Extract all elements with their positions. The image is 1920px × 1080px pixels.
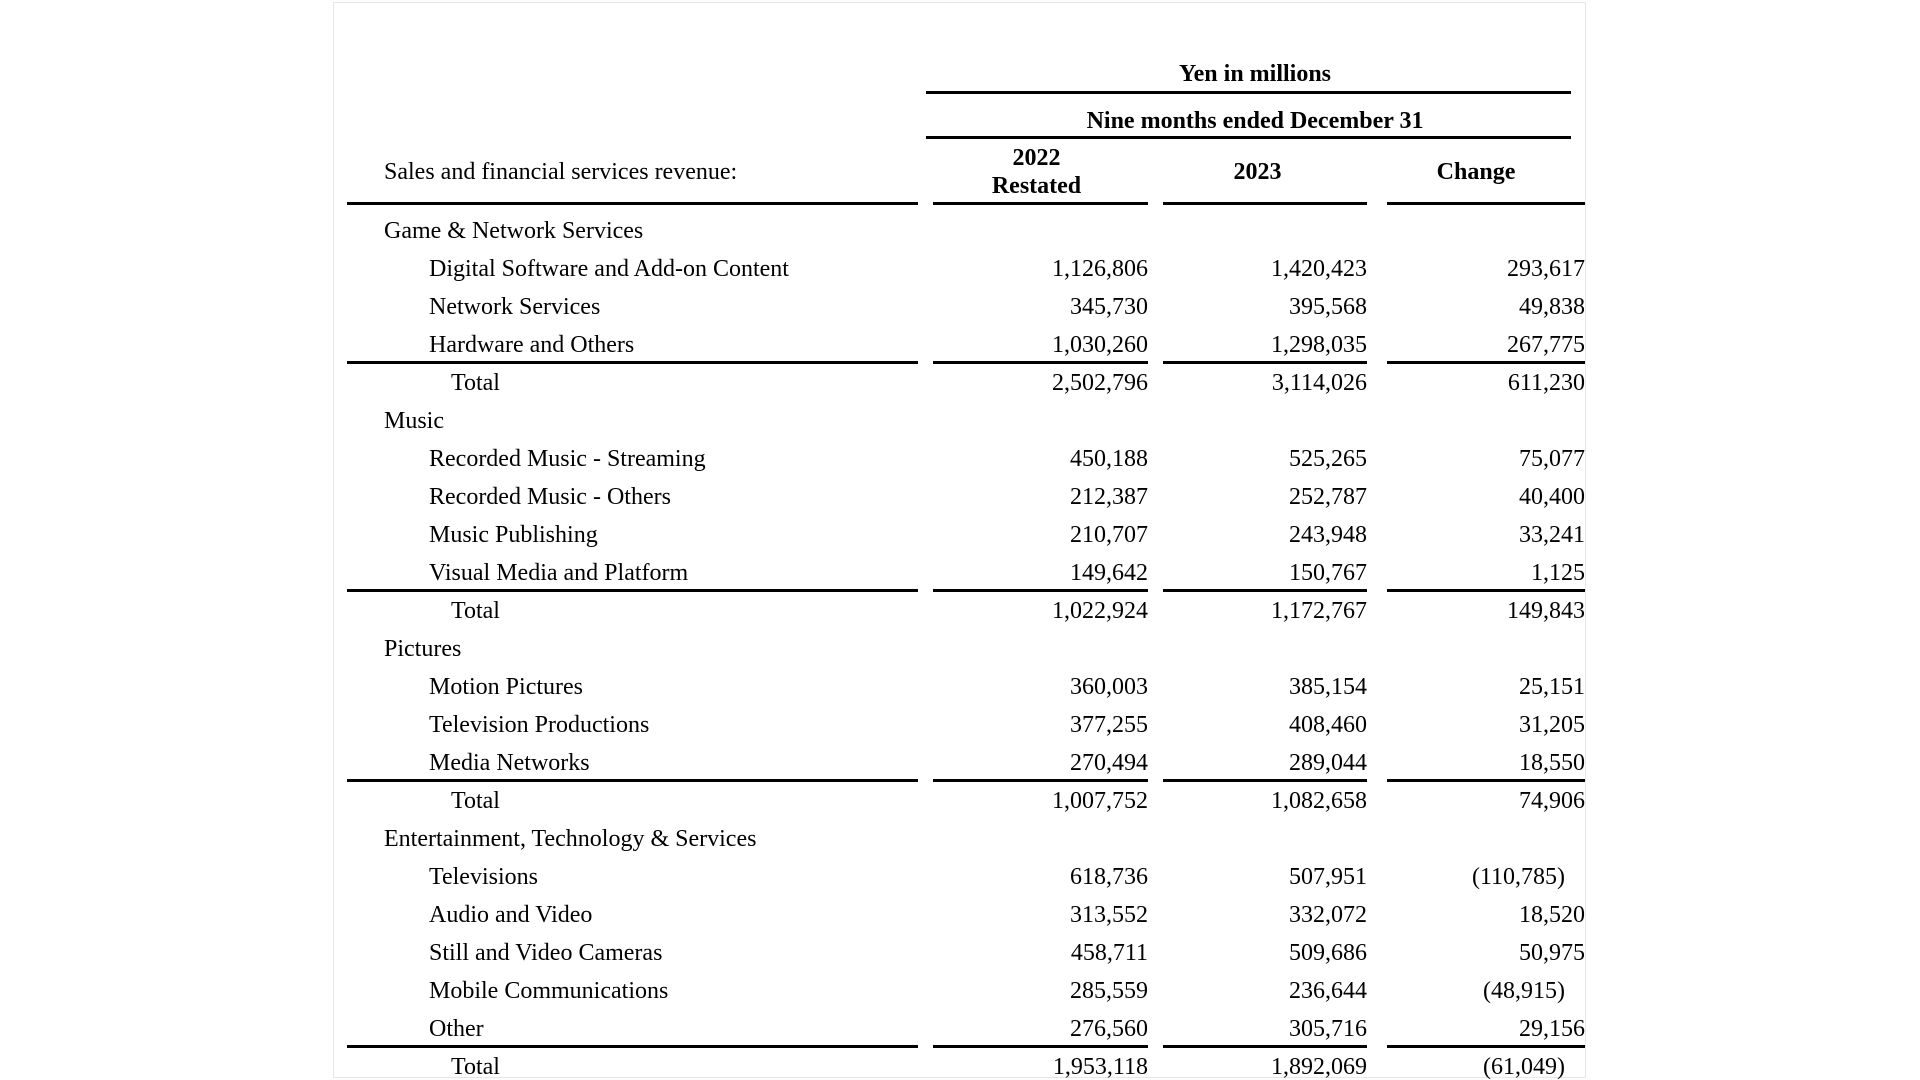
value-change: 149,843 <box>1507 597 1586 624</box>
spacer-row <box>334 205 1585 212</box>
value-2022: 360,003 <box>1070 673 1148 700</box>
header-spacer-cell <box>334 3 925 94</box>
value-2022: 450,188 <box>1070 445 1148 472</box>
unit-header-cell <box>925 3 1585 94</box>
table-row <box>334 858 1585 896</box>
value-2023: 243,948 <box>1289 521 1367 548</box>
column-header-2022-restated <box>925 139 1148 205</box>
table-row <box>334 440 1585 478</box>
value-2023: 408,460 <box>1289 711 1367 738</box>
table-row <box>334 288 1585 326</box>
table-row-total <box>334 364 1585 402</box>
value-2023: 236,644 <box>1289 977 1367 1004</box>
revenue-table <box>334 3 1585 1080</box>
row-label <box>334 1010 925 1048</box>
value-change: 1,125 <box>1367 554 1585 592</box>
table-row <box>334 554 1585 592</box>
value-2023: 509,686 <box>1289 939 1367 966</box>
row-label <box>334 288 925 326</box>
column-header-2023-text: 2023 <box>1233 158 1282 185</box>
value-change: 18,550 <box>1367 744 1585 782</box>
value-2023: 1,082,658 <box>1271 787 1367 814</box>
table-row-section <box>334 402 1585 440</box>
value-change: 74,906 <box>1519 787 1586 814</box>
value-2022: 2,502,796 <box>1052 369 1148 396</box>
column-header-2023 <box>1148 139 1367 205</box>
row-label-text: Mobile Communications <box>429 977 669 1004</box>
row-label-text: Visual Media and Platform <box>429 559 689 586</box>
row-label-text: Audio and Video <box>429 901 593 928</box>
period-header-cell <box>925 94 1585 139</box>
value-2022: 313,552 <box>1070 901 1148 928</box>
value-2023 <box>1148 820 1367 858</box>
row-label-text: Hardware and Others <box>429 331 635 358</box>
value-change: 49,838 <box>1519 293 1586 320</box>
value-2022: 1,126,806 <box>1052 255 1148 282</box>
row-label-text: Digital Software and Add-on Content <box>429 255 789 282</box>
row-label-header-cell <box>334 139 925 205</box>
value-2023 <box>1148 212 1367 250</box>
value-2022 <box>925 630 1148 668</box>
spacer-cell <box>334 205 1585 212</box>
row-label <box>334 934 925 972</box>
value-change: 25,151 <box>1519 673 1586 700</box>
row-label <box>334 782 925 820</box>
table-row-column-headers <box>334 139 1585 205</box>
table-row-total <box>334 592 1585 630</box>
value-2023: 395,568 <box>1289 293 1367 320</box>
unit-header: Yen in millions <box>1178 61 1332 87</box>
table-row <box>334 972 1585 1010</box>
row-label <box>334 326 925 364</box>
row-label <box>334 516 925 554</box>
table-row-unit-header <box>334 3 1585 94</box>
value-change: 18,520 <box>1519 901 1586 928</box>
table-row <box>334 478 1585 516</box>
row-label <box>334 402 925 440</box>
value-2023: 1,172,767 <box>1271 597 1367 624</box>
table-row-total <box>334 782 1585 820</box>
row-label <box>334 440 925 478</box>
value-2022: 270,494 <box>925 744 1148 782</box>
value-change <box>1367 402 1585 440</box>
value-2022: 212,387 <box>1070 483 1148 510</box>
row-label-text: Motion Pictures <box>429 673 583 700</box>
column-header-change-text: Change <box>1436 158 1516 185</box>
value-2022: 618,736 <box>1070 863 1148 890</box>
value-2023: 332,072 <box>1289 901 1367 928</box>
row-label-text: Music <box>384 407 444 434</box>
row-label-text: Other <box>429 1015 484 1042</box>
row-label <box>334 858 925 896</box>
column-header-2022-line2: Restated <box>991 173 1082 199</box>
table-row <box>334 250 1585 288</box>
row-label-header: Sales and financial services revenue: <box>384 158 738 185</box>
value-2022: 458,711 <box>1070 939 1148 966</box>
table-row-section <box>334 630 1585 668</box>
row-label <box>334 478 925 516</box>
table-row-period-header <box>334 94 1585 139</box>
table-row-section <box>334 820 1585 858</box>
table-row <box>334 516 1585 554</box>
document-panel <box>333 2 1586 1078</box>
row-label <box>334 212 925 250</box>
value-2022: 1,007,752 <box>1052 787 1148 814</box>
table-row <box>334 934 1585 972</box>
value-2022: 377,255 <box>1070 711 1148 738</box>
value-2023 <box>1148 402 1367 440</box>
value-2023: 525,265 <box>1289 445 1367 472</box>
row-label <box>334 972 925 1010</box>
row-label <box>334 744 925 782</box>
value-2023: 289,044 <box>1148 744 1367 782</box>
column-header-2022-line1: 2022 <box>1012 145 1061 171</box>
table-row-section <box>334 212 1585 250</box>
row-label <box>334 1048 925 1080</box>
value-2023: 507,951 <box>1289 863 1367 890</box>
value-change: 293,617 <box>1507 255 1586 282</box>
row-label-text: Music Publishing <box>429 521 598 548</box>
value-change <box>1367 820 1585 858</box>
row-label <box>334 250 925 288</box>
table-row <box>334 1010 1585 1048</box>
value-2022: 276,560 <box>925 1010 1148 1048</box>
value-2022: 1,030,260 <box>925 326 1148 364</box>
row-label-text: Recorded Music - Others <box>429 483 671 510</box>
value-2022 <box>925 212 1148 250</box>
row-label-text: Total <box>451 369 500 396</box>
value-2022: 210,707 <box>1070 521 1148 548</box>
value-change: 50,975 <box>1519 939 1586 966</box>
row-label-text: Televisions <box>429 863 538 890</box>
value-2022: 285,559 <box>1070 977 1148 1004</box>
row-label-text: Total <box>451 787 500 814</box>
row-label-text: Game & Network Services <box>384 217 644 244</box>
value-change: 40,400 <box>1519 483 1586 510</box>
row-label <box>334 630 925 668</box>
row-label <box>334 706 925 744</box>
column-header-change <box>1367 139 1585 205</box>
row-label <box>334 896 925 934</box>
value-2023: 252,787 <box>1289 483 1367 510</box>
row-label-text: Total <box>451 597 500 624</box>
row-label <box>334 364 925 402</box>
value-2023: 1,892,069 <box>1271 1053 1367 1080</box>
value-change: (48,915) <box>1483 977 1566 1004</box>
value-change: (61,049) <box>1483 1053 1566 1080</box>
value-change: 267,775 <box>1367 326 1585 364</box>
table-row <box>334 326 1585 364</box>
value-change: 611,230 <box>1507 369 1586 396</box>
row-label <box>334 668 925 706</box>
value-2023: 1,420,423 <box>1271 255 1367 282</box>
row-label-text: Media Networks <box>429 749 590 776</box>
value-2023: 1,298,035 <box>1148 326 1367 364</box>
value-change <box>1367 630 1585 668</box>
row-label-text: Recorded Music - Streaming <box>429 445 706 472</box>
row-label-text: Pictures <box>384 635 462 662</box>
value-change: 29,156 <box>1367 1010 1585 1048</box>
row-label <box>334 592 925 630</box>
value-2023: 385,154 <box>1289 673 1367 700</box>
row-label <box>334 820 925 858</box>
table-row <box>334 668 1585 706</box>
value-change: 33,241 <box>1519 521 1586 548</box>
row-label-text: Network Services <box>429 293 601 320</box>
value-change <box>1367 212 1585 250</box>
value-2023: 150,767 <box>1148 554 1367 592</box>
value-2023: 305,716 <box>1148 1010 1367 1048</box>
value-change: 31,205 <box>1519 711 1586 738</box>
row-label-text: Still and Video Cameras <box>429 939 663 966</box>
table-row <box>334 744 1585 782</box>
value-change: (110,785) <box>1471 863 1566 890</box>
table-row <box>334 896 1585 934</box>
table-row-total <box>334 1048 1585 1080</box>
row-label-text: Entertainment, Technology & Services <box>384 825 757 852</box>
period-header: Nine months ended December 31 <box>1086 108 1424 134</box>
column-header-2022-text <box>925 144 1148 200</box>
row-label <box>334 554 925 592</box>
value-2022 <box>925 820 1148 858</box>
value-change: 75,077 <box>1519 445 1586 472</box>
header-spacer-cell <box>334 94 925 139</box>
value-2022: 1,953,118 <box>1052 1053 1148 1080</box>
value-2023: 3,114,026 <box>1271 369 1367 396</box>
table-row <box>334 706 1585 744</box>
value-2022: 149,642 <box>925 554 1148 592</box>
value-2023 <box>1148 630 1367 668</box>
value-2022 <box>925 402 1148 440</box>
row-label-text: Total <box>451 1053 500 1080</box>
value-2022: 1,022,924 <box>1052 597 1148 624</box>
value-2022: 345,730 <box>1070 293 1148 320</box>
row-label-text: Television Productions <box>429 711 650 738</box>
